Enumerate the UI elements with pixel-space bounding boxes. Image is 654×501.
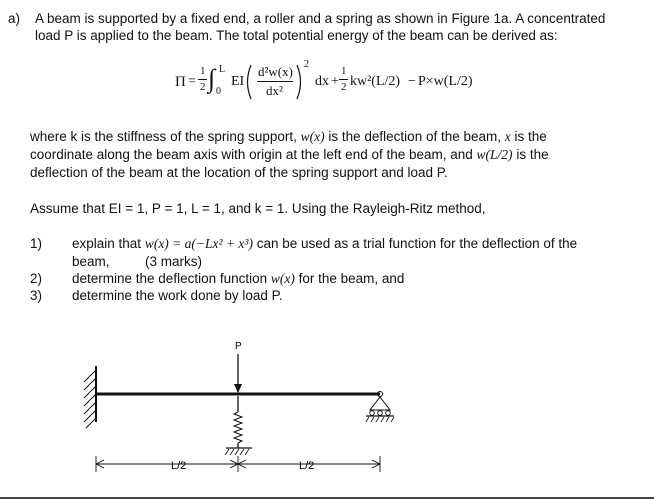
eq-load-term: P×w(L/2) — [418, 74, 473, 89]
eq-half-num: 1 — [200, 65, 206, 77]
eq-deriv-num: d²w(x) — [258, 64, 293, 79]
task-1-continuation: beam, — [72, 254, 110, 269]
task-text: for the beam, and — [294, 271, 405, 286]
definition-line-2 — [30, 146, 549, 163]
w-function: w(x) — [270, 271, 295, 286]
trial-function: w(x) = a(−Lx² + x³) — [144, 236, 253, 251]
task-2-text — [72, 270, 404, 287]
eq-half-den-2: 2 — [341, 81, 347, 93]
definition-line-1 — [30, 128, 547, 145]
eq-power: 2 — [304, 59, 309, 70]
load-arrow — [234, 354, 242, 393]
beam-figure — [0, 330, 654, 490]
def-text: coordinate along the beam axis with origin at the left end of the beam, and — [30, 147, 477, 162]
eq-half-num-2: 1 — [341, 65, 347, 77]
eq-integral: ∫ — [208, 64, 216, 93]
task-text: determine the deflection function — [72, 271, 271, 286]
def-x-symbol: x — [504, 129, 511, 144]
def-w-symbol: w(x) — [300, 129, 325, 144]
task-text: can be used as a trial function for the deflection of the — [252, 236, 578, 251]
eq-deriv-den: dx² — [266, 83, 283, 98]
eq-dx: dx — [315, 74, 329, 89]
def-text: where k is the stiffness of the spring support, — [30, 129, 301, 144]
eq-pi: Π — [175, 74, 186, 90]
eq-kw-term: kw²(L/2) — [350, 74, 401, 89]
potential-energy-equation — [175, 59, 515, 104]
task-1-number: 1) — [30, 236, 43, 251]
def-wl2-symbol: w(L/2) — [476, 147, 513, 162]
eq-deriv-bar — [257, 81, 293, 82]
intro-line-1: A beam is supported by a fixed end, a roller and a spring as shown in Figure 1a. A concentrated — [35, 11, 606, 26]
def-text: is the deflection of the beam, — [324, 129, 505, 144]
task-1-text — [72, 235, 577, 252]
spring-support — [225, 396, 252, 455]
eq-ei: EI — [231, 74, 245, 89]
eq-half-bar — [198, 79, 207, 80]
eq-minus: − — [408, 74, 416, 89]
task-text: explain that — [72, 236, 145, 251]
definition-line-3: deflection of the beam at the location of the spring support and load P. — [30, 165, 448, 180]
bottom-divider — [0, 497, 654, 499]
eq-lower-limit: 0 — [216, 86, 221, 97]
dimension-right-label: L/2 — [299, 460, 315, 472]
task-3-number: 3) — [30, 288, 43, 303]
assumption-line: Assume that EI = 1, P = 1, L = 1, and k = 1. Using the Rayleigh-Ritz method, — [30, 201, 486, 216]
load-label: P — [235, 341, 242, 352]
part-label: a) — [8, 11, 21, 26]
eq-plus: + — [331, 74, 339, 89]
dimension-line — [96, 456, 380, 472]
task-1-marks: (3 marks) — [145, 254, 202, 269]
task-3-text: determine the work done by load P. — [72, 288, 283, 303]
def-text: is the — [512, 147, 549, 162]
eq-equals: = — [188, 74, 196, 89]
dimension-left-label: L/2 — [171, 460, 187, 472]
fixed-support — [84, 366, 96, 428]
eq-upper-limit: L — [219, 64, 226, 75]
task-2-number: 2) — [30, 271, 43, 286]
intro-line-2: load P is applied to the beam. The total potential energy of the beam can be derived as: — [35, 28, 558, 43]
eq-half-den: 2 — [200, 81, 206, 93]
def-text: is the — [510, 129, 547, 144]
eq-half-bar-2 — [339, 79, 348, 80]
roller-support — [366, 392, 394, 423]
